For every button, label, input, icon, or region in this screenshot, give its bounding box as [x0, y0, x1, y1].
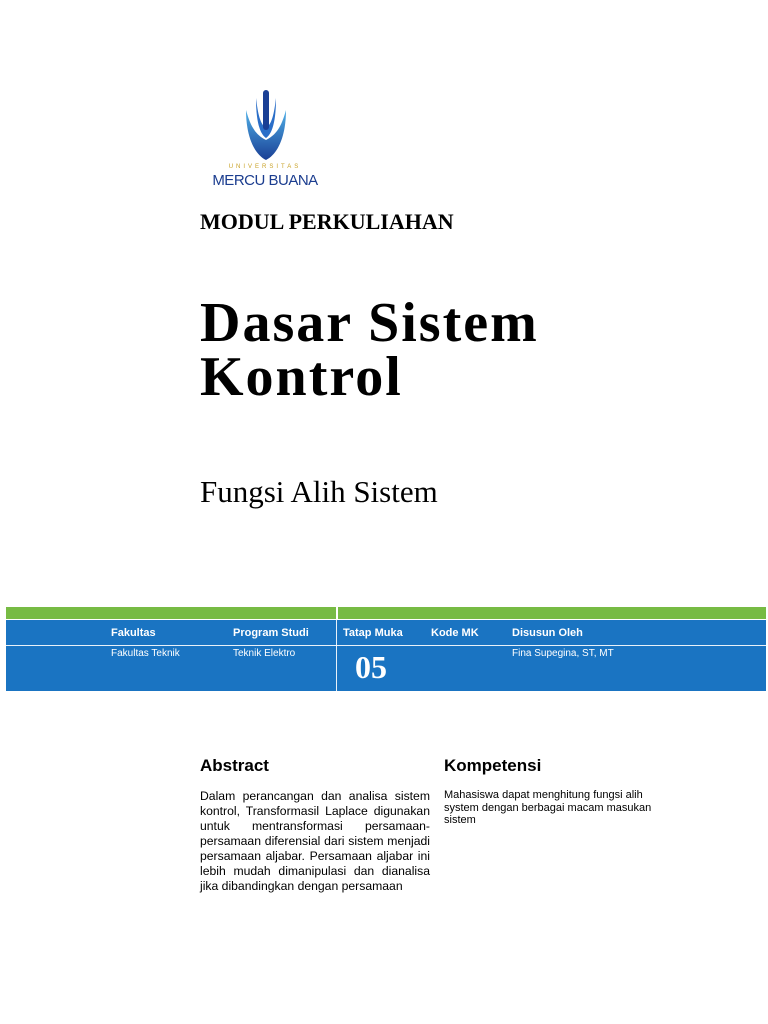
header-disusun-oleh: Disusun Oleh	[512, 627, 583, 639]
table-column-divider	[336, 620, 337, 691]
green-accent-bar	[6, 607, 766, 619]
header-fakultas: Fakultas	[111, 627, 156, 639]
value-disusun-oleh: Fina Supegina, ST, MT	[512, 648, 614, 659]
kompetensi-body: Mahasiswa dapat menghitung fungsi alih system dengan berbagai macam masukan sistem	[444, 789, 652, 826]
header-kode-mk: Kode MK	[431, 627, 479, 639]
header-program-studi: Program Studi	[233, 627, 309, 639]
green-bar-divider	[336, 607, 338, 619]
logo-subtitle: UNIVERSITAS	[228, 164, 302, 170]
logo-name: MERCU BUANA	[212, 172, 318, 189]
kompetensi-heading: Kompetensi	[444, 756, 542, 775]
course-info-table	[6, 620, 766, 691]
topic-subtitle: Fungsi Alih Sistem	[200, 474, 438, 509]
mercu-buana-emblem-icon	[238, 88, 294, 162]
table-row-divider	[6, 645, 766, 646]
value-tatap-muka: 05	[355, 649, 387, 685]
course-title: Dasar Sistem Kontrol	[200, 292, 539, 408]
module-label: MODUL PERKULIAHAN	[200, 209, 454, 234]
university-logo	[198, 88, 338, 196]
value-program-studi: Teknik Elektro	[233, 648, 296, 659]
value-fakultas: Fakultas Teknik	[111, 648, 180, 659]
abstract-body: Dalam perancangan dan analisa sistem kontrol, Transformasil Laplace digunakan untuk mentransformasi persamaan-persamaan diferensial dari sistem menjadi persamaan aljabar. Persamaan aljabar ini lebih mudah dimanipulasi dan dianalisa jika dibandingkan dengan persamaan	[200, 789, 430, 893]
abstract-heading: Abstract	[200, 756, 269, 775]
header-tatap-muka: Tatap Muka	[343, 627, 403, 639]
